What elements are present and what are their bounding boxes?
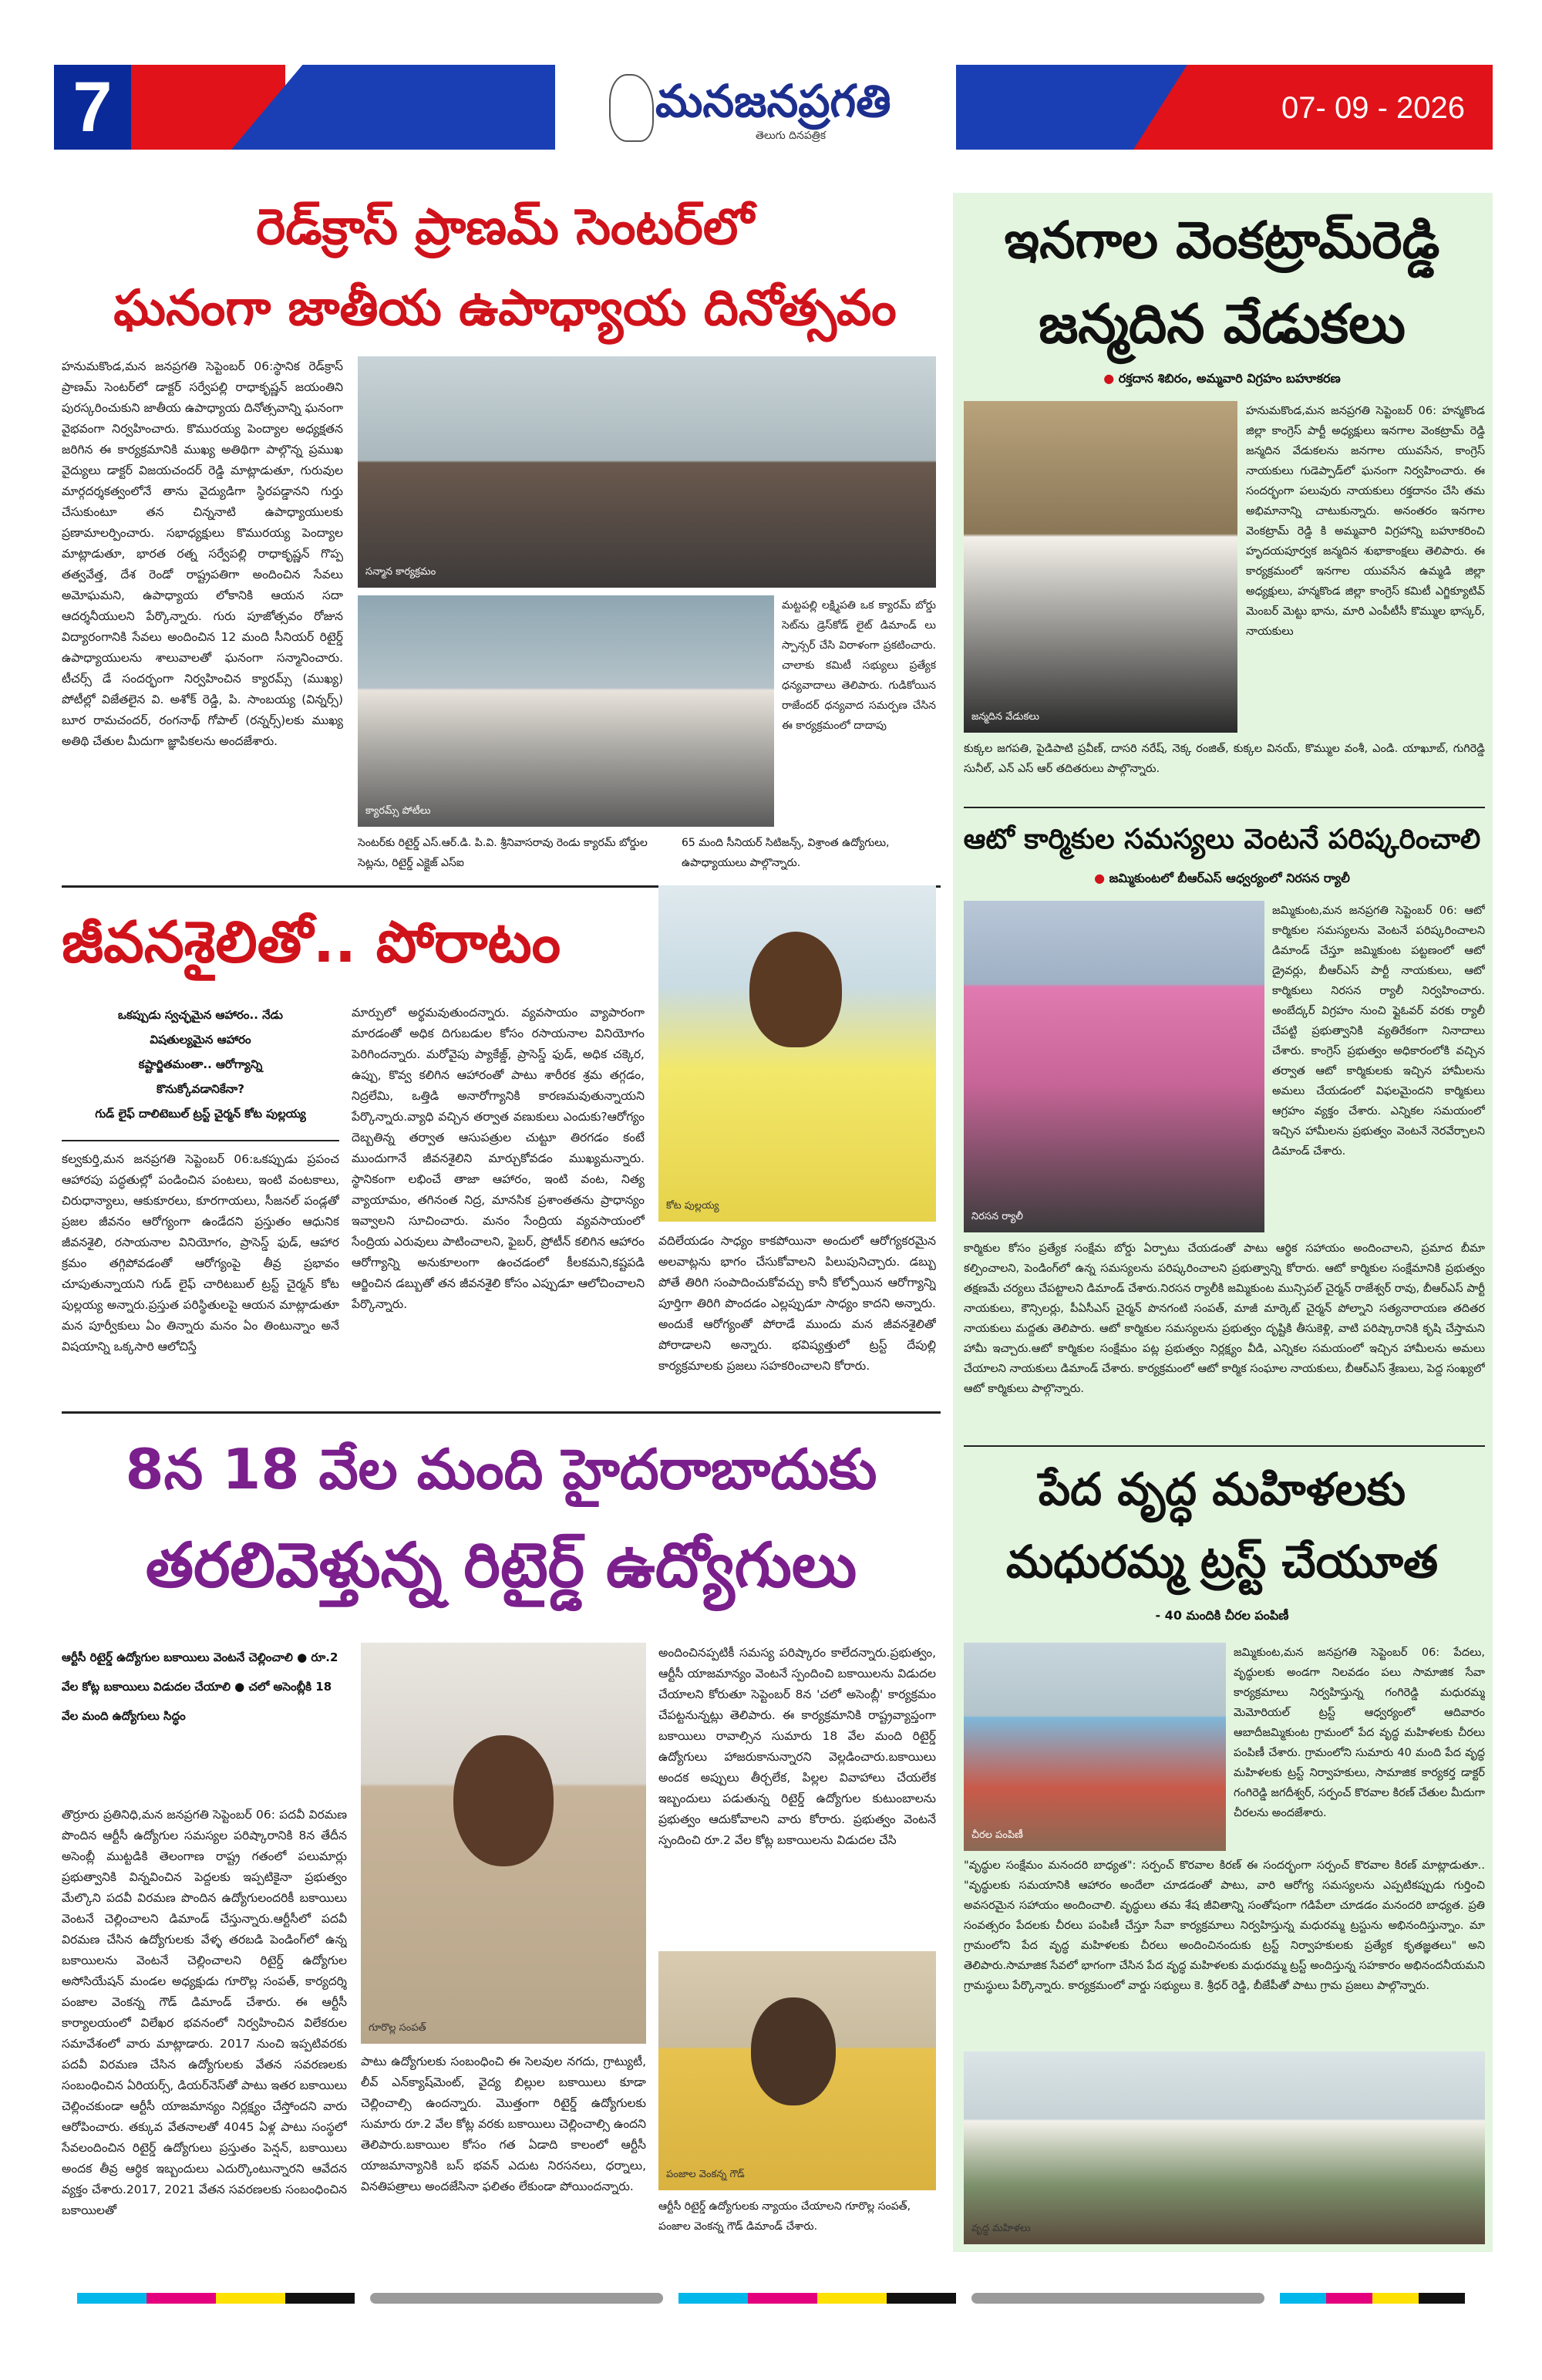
story3-headline-line2: తరలివెళ్తున్న రిటైర్డ్ ఉద్యోగులు xyxy=(145,1529,857,1601)
right1-body-bottom: కుక్కల జగపతి, పైడిపాటి ప్రవీణ్, దాసరి నరేష్, నెక్క రంజిత్, కుక్కల వినయ్, కొమ్ముల వంశీ, ఎండి. యాఖూబ్, గుగిరెడ్డి సునీల్, ఎన్ ఎస్ ఆర్ తదితరులు పాల్గొన్నారు. xyxy=(964,743,1485,775)
right2-headline: ఆటో కార్మికుల సమస్యలు వెంటనే పరిష్కరించాలి xyxy=(963,824,1481,855)
right3-headline-line1: పేద వృద్ధ మహిళలకు xyxy=(1038,1463,1406,1515)
right2-kicker-text: జమ్మికుంటలో బీఆర్‌ఎస్ ఆధ్వర్యంలో నిరసన ర్యాలీ xyxy=(1109,871,1350,885)
right3-headline-line2: మధురమ్మ ట్రస్ట్ చేయూత xyxy=(1005,1536,1439,1588)
right2-body: జమ్మికుంట,మన జనప్రగతి సెప్టెంబర్ 06: ఆటో కార్మికుల సమస్యలను వెంటనే పరిష్కరించాలని డిమాండ్ చేస్తూ జమ్మికుంట పట్టణంలో ఆటో డ్రైవర్లు, బీఆర్‌ఎస్ పార్టీ నాయకులు, ఆటో కార్మికులు నిరసన ర్యాలీ నిర్వహించారు. అంబేద్కర్ విగ్రహం నుంచి ఫ్లైఓవర్ వరకు ర్యాలీ చేపట్టి ప్రభుత్వానికి వ్యతిరేకంగా నినాదాలు చేశారు. కాంగ్రెస్ ప్రభుత్వం అధికారంలోకి వచ్చిన తర్వాత ఆటో కార్మికులకు ఇచ్చిన హామీలను అమలు చేయడంలో విఫలమైందని కార్మికులు ఆగ్రహం వ్యక్తం చేశారు. ఎన్నికల సమయంలో ఇచ్చిన హామీలను ప్రభుత్వం వెంటనే నెరవేర్చాలని డిమాండ్ చేశారు. xyxy=(1272,905,1485,1158)
story1-body: హనుమకొండ,మన జనప్రగతి సెప్టెంబర్ 06:స్థానిక రెడ్‌క్రాస్ ప్రాణమ్ సెంటర్‌లో డాక్టర్ సర్వేపల్లి రాధాకృష్ణన్ జయంతిని పురస్కరించుకుని జాతీయ ఉపాధ్యాయ దినోత్సవాన్ని ఘనంగా వైభవంగా నిర్వహించారు. కొమురయ్య పెంద్యాల అధ్యక్షతన జరిగిన ఈ కార్యక్రమానికి ముఖ్య అతిథిగా పాల్గొన్న ప్రముఖ వైద్యులు డాక్టర్ విజయచందర్ రెడ్డి మాట్లాడుతూ, గురువుల మార్గదర్శకత్వంలోనే తాను వైద్యుడిగా స్థిరపడ్డానని గుర్తు చేసుకుంటూ తన చిన్ననాటి ఉపాధ్యాయులకు ప్రణామాలర్పించారు. సభాధ్యక్షులు కొమురయ్య పెంద్యాల మాట్లాడుతూ, భారత రత్న సర్వేపల్లి రాధాకృష్ణన్ గొప్ప తత్వవేత్త, దేశ రెండో రాష్ట్రపతిగా అందించిన సేవలు అమోఘమని, ఉపాధ్యాయ లోకానికి ఆయన సదా ఆదర్శనీయులని పేర్కొన్నారు. గురు పూజోత్సవం రోజున విద్యారంగానికి సేవలు అందించిన 12 మంది సీనియర్ రిటైర్డ్ ఉపాధ్యాయులను శాలువాలతో ఘనంగా సన్మానించారు. టీచర్స్ డే సందర్భంగా నిర్వహించిన క్యారమ్స్ (ముఖ్య) పోటీల్లో విజేతలైన వి. అశోక్ రెడ్డి, పి. సాంబయ్య (విన్నర్స్) బూర రామచందర్, రంగనాథ్ గోపాల్ (రన్నర్స్)లకు ముఖ్య అతిథి చేతుల మీదుగా జ్ఞాపికలను అందజేశారు. xyxy=(62,359,343,748)
color-bar xyxy=(1326,2293,1372,2304)
color-bar xyxy=(678,2293,748,2304)
story2-kicker-line: కొనుక్కోవడానికేనా? xyxy=(157,1082,244,1096)
story1-headline-line2: ఘనంగా జాతీయ ఉపాధ్యాయ దినోత్సవం xyxy=(113,280,897,337)
story3-col2: పాటు ఉద్యోగులకు సంబంధించి ఈ సెలవుల నగదు, గ్రాట్యుటీ, లీవ్ ఎన్‌క్యాష్‌మెంట్, వైద్య బిల్లుల బకాయిలు కూడా చెల్లించాల్సి ఉందన్నారు. మొత్తంగా రిటైర్డ్ ఉద్యోగులకు సుమారు రూ.2 వేల కోట్ల వరకు బకాయిలు చెల్లించాల్సి ఉందని తెలిపారు.బకాయిల కోసం గత ఏడాది కాలంలో ఆర్టీసీ యాజమాన్యానికి బస్ భవన్ ఎదుట నిరసనలు, ధర్నాలు, వినతిపత్రాలు అందజేసినా ఫలితం లేకుండా పోయిందన్నారు. xyxy=(361,2055,646,2193)
section-divider xyxy=(964,807,1485,808)
right3-photo2 xyxy=(964,2051,1485,2244)
story3-photo2 xyxy=(658,1951,936,2190)
page-number: 7 xyxy=(54,65,131,150)
right3-photo1 xyxy=(964,1643,1226,1851)
right1-body: హనుమకొండ,మన జనప్రగతి సెప్టెంబర్ 06: హన్మకొండ జిల్లా కాంగ్రెస్ పార్టీ అధ్యక్షులు ఇనగాల వెంకట్రామ్ రెడ్డి జన్మదిన వేడుకలను జనగాల యువసేన, కాంగ్రెస్ నాయకులు గుడెప్పాడ్‌లో ఘనంగా నిర్వహించారు. ఈ సందర్భంగా పలువురు నాయకులు రక్తదానం చేసి తమ అభిమానాన్ని చాటుకున్నారు. అనంతరం ఇనగాల వెంకట్రామ్ రెడ్డి కి అమ్మవారి విగ్రహాన్ని బహూకరించి హృదయపూర్వక జన్మదిన శుభాకాంక్షలు తెలిపారు. ఈ కార్యక్రమంలో ఇనగాల యువసేన ఉమ్మడి జిల్లా అధ్యక్షులు, హన్మకొండ జిల్లా కాంగ్రెస్ కమిటీ ఎగ్జిక్యూటివ్ మెంబర్ మెట్టు భాను, మారి ఎంపీటీసీ కొమ్ముల భాస్కర్, నాయకులు xyxy=(1246,405,1485,638)
story2-kicker-box xyxy=(62,1003,339,1134)
right1-kicker xyxy=(956,367,1488,390)
portrait-head xyxy=(749,932,842,1047)
story2-photo xyxy=(658,885,936,1222)
newspaper-logo: మనజనప్రగతి xyxy=(655,75,891,127)
color-bar xyxy=(1372,2293,1419,2304)
story3-photo1 xyxy=(361,1643,646,2044)
print-registration-strip xyxy=(31,2289,1511,2308)
right3-kicker: - 40 మందికి చీరల పంపిణీ xyxy=(1155,1608,1289,1623)
story1-photo2-alt: క్యారమ్స్ పోటీలు xyxy=(365,805,431,817)
story2-col3: వదిలేయడం సాధ్యం కాకపోయినా అందులో ఆరోగ్యకరమైన అలవాట్లను భాగం చేసుకోవాలని పిలుపునిచ్చారు. డబ్బు పోతే తిరిగి సంపాదించుకోవచ్చు కానీ కోల్పోయిన ఆరోగ్యాన్ని పూర్తిగా తిరిగి పొందడం ఎల్లప్పుడూ సాధ్యం కాదని అన్నారు. అందుకే ఆరోగ్యంతో పోరాడే ముందు మన జీవనశైలితో పోరాడాలని అన్నారు. భవిష్యత్తులో ట్రస్ట్ దేపుల్లి కార్యక్రమాలకు ప్రజలు సహకరించాలని కోరారు. xyxy=(658,1234,936,1373)
bullet-icon: ● xyxy=(1103,371,1119,386)
color-bar xyxy=(1419,2293,1465,2304)
color-bar xyxy=(748,2293,817,2304)
right1-photo-alt: జన్మదిన వేడుకలు xyxy=(971,711,1039,723)
color-bar xyxy=(146,2293,216,2304)
gray-bar xyxy=(370,2293,663,2304)
right1-headline-line1: ఇనగాల వెంకట్రామ్‌రెడ్డి xyxy=(1004,211,1440,270)
story2-kicker-line: విషతుల్యమైన ఆహారం xyxy=(150,1033,251,1047)
kicker-rule xyxy=(62,1140,339,1141)
right1-photo xyxy=(964,401,1237,733)
color-bar xyxy=(887,2293,956,2304)
portrait-head xyxy=(751,1997,836,2105)
right2-photo-alt: నిరసన ర్యాలీ xyxy=(971,1211,1023,1222)
story2-headline: జీవనశైలితో.. పోరాటం xyxy=(62,909,561,976)
portrait-head xyxy=(453,1735,554,1866)
right2-kicker xyxy=(956,867,1488,890)
right3-photo2-alt: వృద్ధ మహిళలు xyxy=(971,2223,1031,2234)
right3-body: జమ్మికుంట,మన జనప్రగతి సెప్టెంబర్ 06: పేదలు, వృద్ధులకు అండగా నిలవడం పలు సామాజిక సేవా కార్యక్రమాలు నిర్వహిస్తున్న గంగిరెడ్డి మధురమ్మ మెమోరియల్ ట్రస్ట్ ఆధ్వర్యంలో ఆదివారం ఆబాదీజమ్మికుంట గ్రామంలో పేద వృద్ధ మహిళలకు చీరలు పంపిణీ చేశారు. గ్రామంలోని సుమారు 40 మంది పేద వృద్ధ మహిళలకు ట్రస్ట్ నిర్వాహకులు, సామాజిక కార్యకర్త డాక్టర్ గంగిరెడ్డి జగదీశ్వర్, సర్పంచ్ కొరవాల కిరణ్ చేతుల మీదుగా చీరలను అందజేశారు. xyxy=(1234,1647,1485,1819)
story1-caption2: 65 మంది సీనియర్ సిటిజన్స్, విశ్రాంత ఉద్యోగులు, ఉపాధ్యాయులు పాల్గొన్నారు. xyxy=(682,837,890,869)
story2-kicker-line: గుడ్ లైఫ్ దాలిటెబుల్ ట్రస్ట్ చైర్మన్ కోట పుల్లయ్య xyxy=(95,1107,306,1121)
story2-kicker-line: ఒకప్పుడు స్వచ్ఛమైన ఆహారం.. నేడు xyxy=(118,1008,283,1022)
section-divider xyxy=(62,1411,941,1414)
right1-kicker-text: రక్తదాన శిబిరం, అమ్మవారి విగ్రహం బహూకరణ xyxy=(1118,371,1341,386)
issue-date: 07- 09 - 2026 xyxy=(1281,91,1465,125)
story3-headline-line1: 8న 18 వేల మంది హైదరాబాదుకు xyxy=(125,1437,877,1502)
story1-side-text: మట్టపల్లి లక్ష్మిపతి ఒక క్యారమ్ బోర్డు సెట్‌ను డ్రెస్‌కోడ్ లైట్ డిమాండ్ లు స్పాన్సర్ చేసి విరాళంగా ప్రకటించారు. చాలాకు కమిటీ సభ్యులు ప్రత్యేక ధన్యవాదాలు తెలిపారు. గుడికోయిన రాజేందర్ ధన్యవాద సమర్పణ చేసిన ఈ కార్యక్రమంలో దాదాపు xyxy=(782,599,936,732)
color-bar xyxy=(285,2293,355,2304)
logo-portrait-icon xyxy=(609,74,654,142)
story3-photo2-alt: పంజాల వెంకన్న గౌడ్ xyxy=(666,2169,745,2180)
gray-bar xyxy=(971,2293,1264,2304)
story2-col1: కల్వకుర్తి,మన జనప్రగతి సెప్టెంబర్ 06:ఒకప్పుడు ప్రపంచ ఆహారపు పద్ధతుల్లో పండించిన పంటలు, ఇంటి వంటకాలు, చిరుధాన్యాలు, ఆకుకూరలు, కూరగాయలు, సీజనల్ పండ్లతో ప్రజల జీవనం ఆరోగ్యంగా ఉండేదని ప్రస్తుతం ఆధునిక జీవనశైలి, రసాయనాల వినియోగం, ప్రాసెస్డ్ ఫుడ్, ఆహార క్రమం తగ్గిపోవడంతో ఆరోగ్యంపై తీవ్ర ప్రభావం చూపుతున్నాయని గుడ్ లైఫ్ చారిటబుల్ ట్రస్ట్ చైర్మన్ కోట పుల్లయ్య అన్నారు.ప్రస్తుత పరిస్థితులపై ఆయన మాట్లాడుతూ మన పూర్వీకులు ఏం తిన్నారు మనం ఏం తింటున్నాం అనే విషయాన్ని ఒక్కసారి ఆలోచిస్తే xyxy=(62,1152,339,1353)
story1-photo1-alt: సన్మాన కార్యక్రమం xyxy=(365,566,436,578)
story2-photo-alt: కోట పుల్లయ్య xyxy=(666,1200,719,1212)
story2-kicker-line: కష్టార్జితమంతా.. ఆరోగ్యాన్ని xyxy=(138,1057,263,1071)
color-bar xyxy=(77,2293,146,2304)
right3-body-wide: "వృద్ధుల సంక్షేమం మనందరి బాధ్యత": సర్పంచ్ కొరవాల కిరణ్ ఈ సందర్భంగా సర్పంచ్ కొరవాల కిరణ్ మాట్లాడుతూ.. "వృద్ధులకు సమయానికి ఆహారం అందేలా చూడడంతో పాటు, వారి ఆరోగ్య సమస్యలను ఎప్పటికప్పుడు గుర్తించి అవసరమైన సహాయం అందించాలి. వృద్ధులు తమ శేష జీవితాన్ని సంతోషంగా గడిపేలా చూడడం మనందరి బాధ్యత. ప్రతి సంవత్సరం పేదలకు చీరలు పంపిణీ చేస్తూ సేవా కార్యక్రమాలు నిర్వహిస్తున్న మధురమ్మ ట్రస్టును అభినందిస్తున్నాం. మా గ్రామంలోని పేద వృద్ధ మహిళలకు చీరలు అందించినందుకు ట్రస్ట్ నిర్వాహకులకు ప్రత్యేక కృతజ్ఞతలు" అని తెలిపారు.సామాజిక సేవలో భాగంగా చేసిన పేద వృద్ధ మహిళలకు మధురమ్మ ట్రస్ట్ అందిస్తున్న సహకారం అభినందనీయమని గ్రామస్థులు పేర్కొన్నారు. కార్యక్రమంలో వార్డు సభ్యులు కె. శ్రీధర్ రెడ్డి, బీజేపీతో పాటు గ్రామ ప్రజలు పాల్గొన్నారు. xyxy=(964,1859,1485,1992)
section-divider xyxy=(964,1445,1485,1447)
right1-headline-line2: జన్మదిన వేడుకలు xyxy=(1039,292,1406,356)
story1-photo-group xyxy=(358,356,936,588)
story1-caption: సెంటర్‌కు రిటైర్డ్ ఎస్.ఆర్.డి. పి.వి. శ్రీనివాసరావు రెండు క్యారమ్ బోర్డుల సెట్లను, రిటైర్డ్ ఎక్షైజ్ ఎస్‌ఐ xyxy=(358,837,648,869)
right2-body-wide: కార్మికుల కోసం ప్రత్యేక సంక్షేమ బోర్డు ఏర్పాటు చేయడంతో పాటు ఆర్థిక సహాయం అందించాలని, ప్రమాద బీమా కల్పించాలని, పెండింగ్‌లో ఉన్న సమస్యలను పరిష్కరించాలని ప్రభుత్వాన్ని కోరారు. ఆటో కార్మికుల సంక్షేమానికి ప్రభుత్వం తక్షణమే చర్యలు చేపట్టాలని డిమాండ్ చేశారు.నిరసన ర్యాలీకి జమ్మికుంట మున్సిపల్ చైర్మన్ రాజేశ్వర్ రావు, బీఆర్‌ఎస్ పార్టీ నాయకులు, కౌన్సిలర్లు, పీఏసీఎస్ చైర్మన్ పొనగంటి సంపత్, మాజీ మార్కెట్ చైర్మన్ పోల్నాని సత్యనారాయణ తదితర నాయకులు మద్దతు తెలిపారు. ఆటో కార్మికుల సమస్యలను ప్రభుత్వం దృష్టికి తీసుకెళ్లి, వాటి పరిష్కారానికి కృషి చేస్తామని హామీ ఇచ్చారు.ఆటో కార్మికుల సంక్షేమం పట్ల ప్రభుత్వం నిర్లక్ష్యం వీడి, ఎన్నికల సమయంలో ఇచ్చిన హామీలను అమలు చేయాలని నాయకులు డిమాండ్ చేశారు. కార్యక్రమంలో ఆటో కార్మిక సంఘాల నాయకులు, బీఆర్‌ఎస్ శ్రేణులు, పెద్ద సంఖ్యలో ఆటో కార్మికులు పాల్గొన్నారు. xyxy=(964,1242,1485,1395)
color-bar xyxy=(817,2293,887,2304)
story1-photo-carroms xyxy=(358,595,774,827)
logo-tagline: తెలుగు దినపత్రిక xyxy=(756,130,827,142)
story3-col1: తొర్రూరు ప్రతినిధి,మన జనప్రగతి సెప్టెంబర్ 06: పదవీ విరమణ పొందిన ఆర్టీసీ ఉద్యోగుల సమస్యల పరిష్కారానికి 8న తేదీన అసెంబ్లీ ముట్టడికి తెలంగాణ రాష్ట్ర గతంలో పలుమార్లు ప్రభుత్వానికి విన్నవించిన పెద్దలకు ఇప్పటికైనా ప్రభుత్వం మేల్కొని పదవీ విరమణ పొందిన ఉద్యోగులందరికీ బకాయిలు వెంటనే చెల్లించాలని డిమాండ్ చేస్తున్నారు.ఆర్టీసీలో పదవీ విరమణ చేసిన ఉద్యోగులకు వేళ్ళ తరబడి పెండింగ్‌లో ఉన్న బకాయిలను వెంటనే చెల్లించాలని రిటైర్డ్ ఉద్యోగుల అసోసియేషన్ మండల అధ్యక్షుడు గూరొల్ల సంపత్, కార్యదర్శి పంజాల వెంకన్న గౌడ్ డిమాండ్ చేశారు. ఈ ఆర్టీసీ కార్యాలయంలో విలేఖర భవనంలో నిర్వహించిన విలేకరుల సమావేశంలో వారు మాట్లాడారు. 2017 నుంచి ఇప్పటివరకు పదవీ విరమణ చేసిన ఉద్యోగులకు వేతన సవరణలకు సంబంధించిన ఏరియర్స్, డియర్‌నెస్‌తో పాటు ఇతర బకాయిలు చెల్లించకుండా ఆర్టీసీ యాజమాన్యం నిర్లక్ష్యం చేస్తోందని వారు ఆరోపించారు. తక్కువ వేతనాలతో 4045 ఏళ్ల పాటు సంస్థలో సేవలందించిన రిటైర్డ్ ఉద్యోగులు ప్రస్తుతం పెన్షన్, బకాయిలు అందక తీవ్ర ఆర్థిక ఇబ్బందులు ఎదుర్కొంటున్నారని ఆవేదన వ్యక్తం చేశారు.2017, 2021 వేతన సవరణలకు సంబంధించిన బకాయిలతో xyxy=(62,1808,347,2217)
bullet-icon: ● xyxy=(1094,871,1109,885)
story3-col3: అందించినప్పటికీ సమస్య పరిష్కారం కాలేదన్నారు.ప్రభుత్వం, ఆర్టీసీ యాజమాన్యం వెంటనే స్పందించి బకాయిలను విడుదల చేయాలని కోరుతూ సెప్టెంబర్ 8న 'చలో అసెంబ్లీ' కార్యక్రమం చేపట్టనున్నట్లు తెలిపారు. ఈ కార్యక్రమానికి రాష్ట్రవ్యాప్తంగా బకాయిలు రావాల్సిన సుమారు 18 వేల మంది రిటైర్డ్ ఉద్యోగులు హాజరుకానున్నారని వెల్లడించారు.బకాయిలు అందక అప్పులు తీర్చలేక, పిల్లల వివాహాలు చేయలేక ఇబ్బందులు పడుతున్న రిటైర్డ్ ఉద్యోగుల కుటుంబాలను ప్రభుత్వం ఆదుకోవాలని వారు కోరారు. ప్రభుత్వం వెంటనే స్పందించి రూ.2 వేల కోట్ల బకాయిలను విడుదల చేసి xyxy=(658,1646,936,1847)
right2-photo xyxy=(964,901,1264,1232)
color-bar xyxy=(1280,2293,1326,2304)
color-bar xyxy=(216,2293,285,2304)
story3-photo1-alt: గూరొల్ల సంపత్ xyxy=(369,2022,426,2034)
story3-kicker: ఆర్టీసీ రిటైర్డ్ ఉద్యోగుల బకాయిలు వెంటనే చెల్లించాలి ● రూ.2 వేల కోట్ల బకాయిలు విడుదల చేయాలి ● చలో అసెంబ్లీకి 18 వేల మంది ఉద్యోగులు సిద్ధం xyxy=(62,1650,338,1723)
right3-photo1-alt: చీరల పంపిణీ xyxy=(971,1829,1023,1841)
story3-photo-caption: ఆర్టీసీ రిటైర్డ్ ఉద్యోగులకు న్యాయం చేయాలని గూరొల్ల సంపత్, పంజాల వెంకన్న గౌడ్ డిమాండ్ చేశారు. xyxy=(658,2200,911,2233)
story2-col2: మార్పులో అర్థమవుతుందన్నారు. వ్యవసాయం వ్యాపారంగా మారడంతో అధిక దిగుబడుల కోసం రసాయనాల వినియోగం పెరిగిందన్నారు. మరోవైపు ప్యాకేజ్డ్, ప్రాసెస్డ్ ఫుడ్, అధిక చక్కెర, ఉప్పు, కొవ్వ కలిగిన ఆహారంతో పాటు శారీరక శ్రమ తగ్గడం, నిద్రలేమి, ఒత్తిడి అనారోగ్యానికి కారణమవుతున్నాయని పేర్కొన్నారు.వ్యాధి వచ్చిన తర్వాత వణుకులు ఎందుకు?ఆరోగ్యం దెబ్బతిన్న తర్వాత ఆసుపత్రుల చుట్టూ తిరగడం కంటే ముందుగానే జీవనశైలిని మార్చుకోవడం ముఖ్యమన్నారు. స్థానికంగా లభించే తాజా ఆహారం, ఇంటి వంట, నిత్య వ్యాయామం, తగినంత నిద్ర, మానసిక ప్రశాంతతను ప్రాధాన్యం ఇవ్వాలని సూచించారు. మనం సేంద్రియ వ్యవసాయంలో సేంద్రియ ఎరువులు పాటించాలని, ఫైబర్, ప్రోటీన్ కలిగిన ఆహారం ఆరోగ్యాన్ని అనుకూలంగా ఉంచడంలో కీలకమని,కష్టపడి ఆర్జించిన డబ్బుతో తన జీవనశైలి కోసం ఎప్పుడూ ఆలోచించాలని పేర్కొన్నారు. xyxy=(352,1006,645,1311)
story1-headline-line1: రెడ్‌క్రాస్ ప్రాణమ్ సెంటర్‌లో xyxy=(256,199,754,256)
